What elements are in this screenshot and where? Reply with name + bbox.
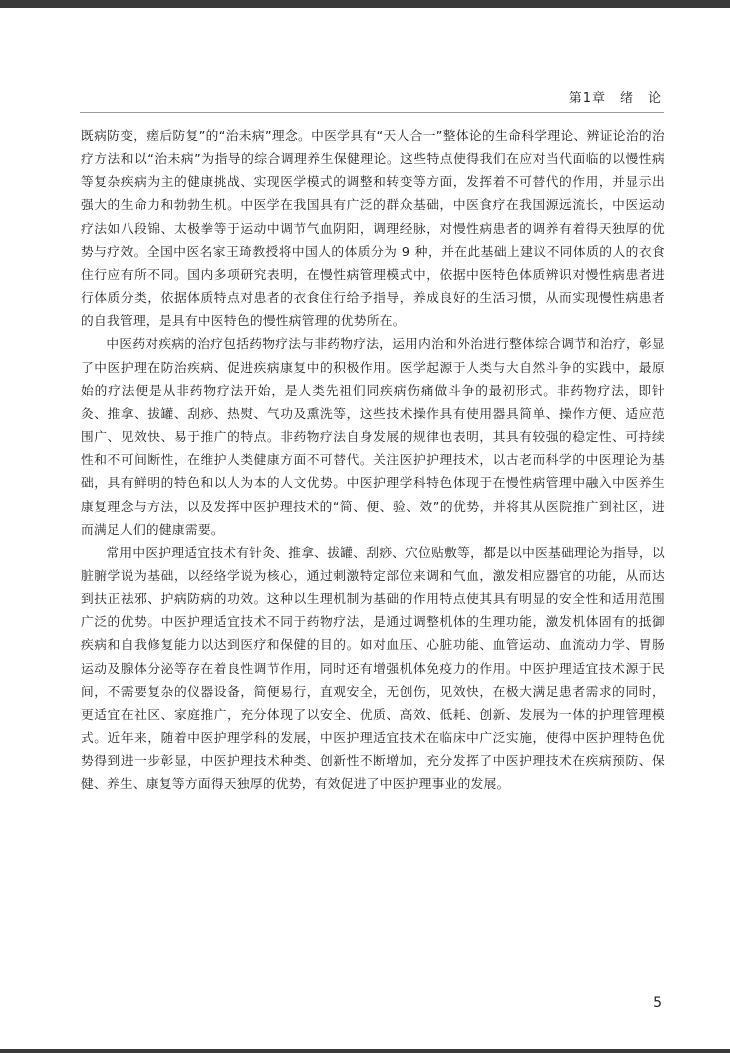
running-header: 第1章 绪 论 bbox=[568, 91, 662, 106]
scan-bottom-edge bbox=[0, 1049, 730, 1053]
header-rule bbox=[80, 112, 664, 113]
scan-top-edge bbox=[0, 0, 730, 8]
paragraph-3: 常用中医护理适宜技术有针灸、推拿、拔罐、刮痧、穴位贴敷等，都是以中医基础理论为指导，以脏腑学说为基础，以经络学说为核心，通过刺激特定部位来调和气血，激发相应器官的功能，从而达到扶正祛邪、护病防病的功效。这种以生理机制为基础的作用特点使其具有明显的安全性和适用范围广泛的优势。中医护理适宜技术不同于药物疗法，是通过调整机体的生理功能，激发机体固有的抵御疾病和自我修复能力以达到医疗和保健的目的。如对血压、心脏功能、血管运动、血流动力学、胃肠运动及腺体分泌等存在着良性调节作用，同时还有增强机体免疫力的作用。中医护理适宜技术源于民间，不需要复杂的仪器设备，简便易行，直观安全，无创伤，见效快，在极大满足患者需求的同时，更适宜在社区、家庭推广，充分体现了以安全、优质、高效、低耗、创新、发展为一体的护理管理模式。近年来，随着中医护理学科的发展，中医护理适宜技术在临床中广泛实施，使得中医护理特色优势得到进一步彰显，中医护理技术种类、创新性不断增加，充分发挥了中医护理技术在疾病预防、保健、养生、康复等方面得天独厚的优势，有效促进了中医护理事业的发展。 bbox=[81, 544, 665, 792]
page-number: 5 bbox=[653, 995, 662, 1011]
paragraph-1: 既病防变，瘥后防复”的“治未病”理念。中医学具有“天人合一”整体论的生命科学理论、辨证论治的治疗方法和以“治未病”为指导的综合调理养生保健理论。这些特点使得我们在应对当代面临的以慢性病等复杂疾病为主的健康挑战、实现医学模式的调整和转变等方面，发挥着不可替代的作用，并显示出强大的生命力和勃勃生机。中医学在我国具有广泛的群众基础，中医食疗在我国源远流长，中医运动疗法如八段锦、太极拳等于运动中调节气血阴阳，调理经脉，对慢性病患者的调养有着得天独厚的优势与疗效。全国中医名家王琦教授将中国人的体质分为 9 种，并在此基础上建议不同体质的人的衣食住行应有所不同。国内多项研究表明，在慢性病管理模式中，依据中医特色体质辨识对慢性病患者进行体质分类，依据体质特点对患者的衣食住行给予指导，养成良好的生活习惯，从而实现慢性病患者的自我管理，是具有中医特色的慢性病管理的优势所在。 bbox=[81, 128, 665, 329]
paragraph-2: 中医药对疾病的治疗包括药物疗法与非药物疗法，运用内治和外治进行整体综合调节和治疗，彰显了中医护理在防治疾病、促进疾病康复中的积极作用。医学起源于人类与大自然斗争的实践中，最原始的疗法便是从非药物疗法开始，是人类先祖们同疾病伤痛做斗争的最初形式。非药物疗法，即针灸、推拿、拔罐、刮痧、热熨、气功及熏洗等，这些技术操作具有使用器具简单、操作方便、适应范围广、见效快、易于推广的特点。非药物疗法自身发展的规律也表明，其具有较强的稳定性、可持续性和不可间断性，在维护人类健康方面不可替代。关注医护护理技术，以古老而科学的中医理论为基础，具有鲜明的特色和以人为本的人文优势。中医护理学科特色体现于在慢性病管理中融入中医养生康复理念与方法，以及发挥中医护理技术的“简、便、验、效”的优势，并将其从医院推广到社区，进而满足人们的健康需要。 bbox=[81, 336, 665, 537]
body-text bbox=[81, 124, 665, 796]
